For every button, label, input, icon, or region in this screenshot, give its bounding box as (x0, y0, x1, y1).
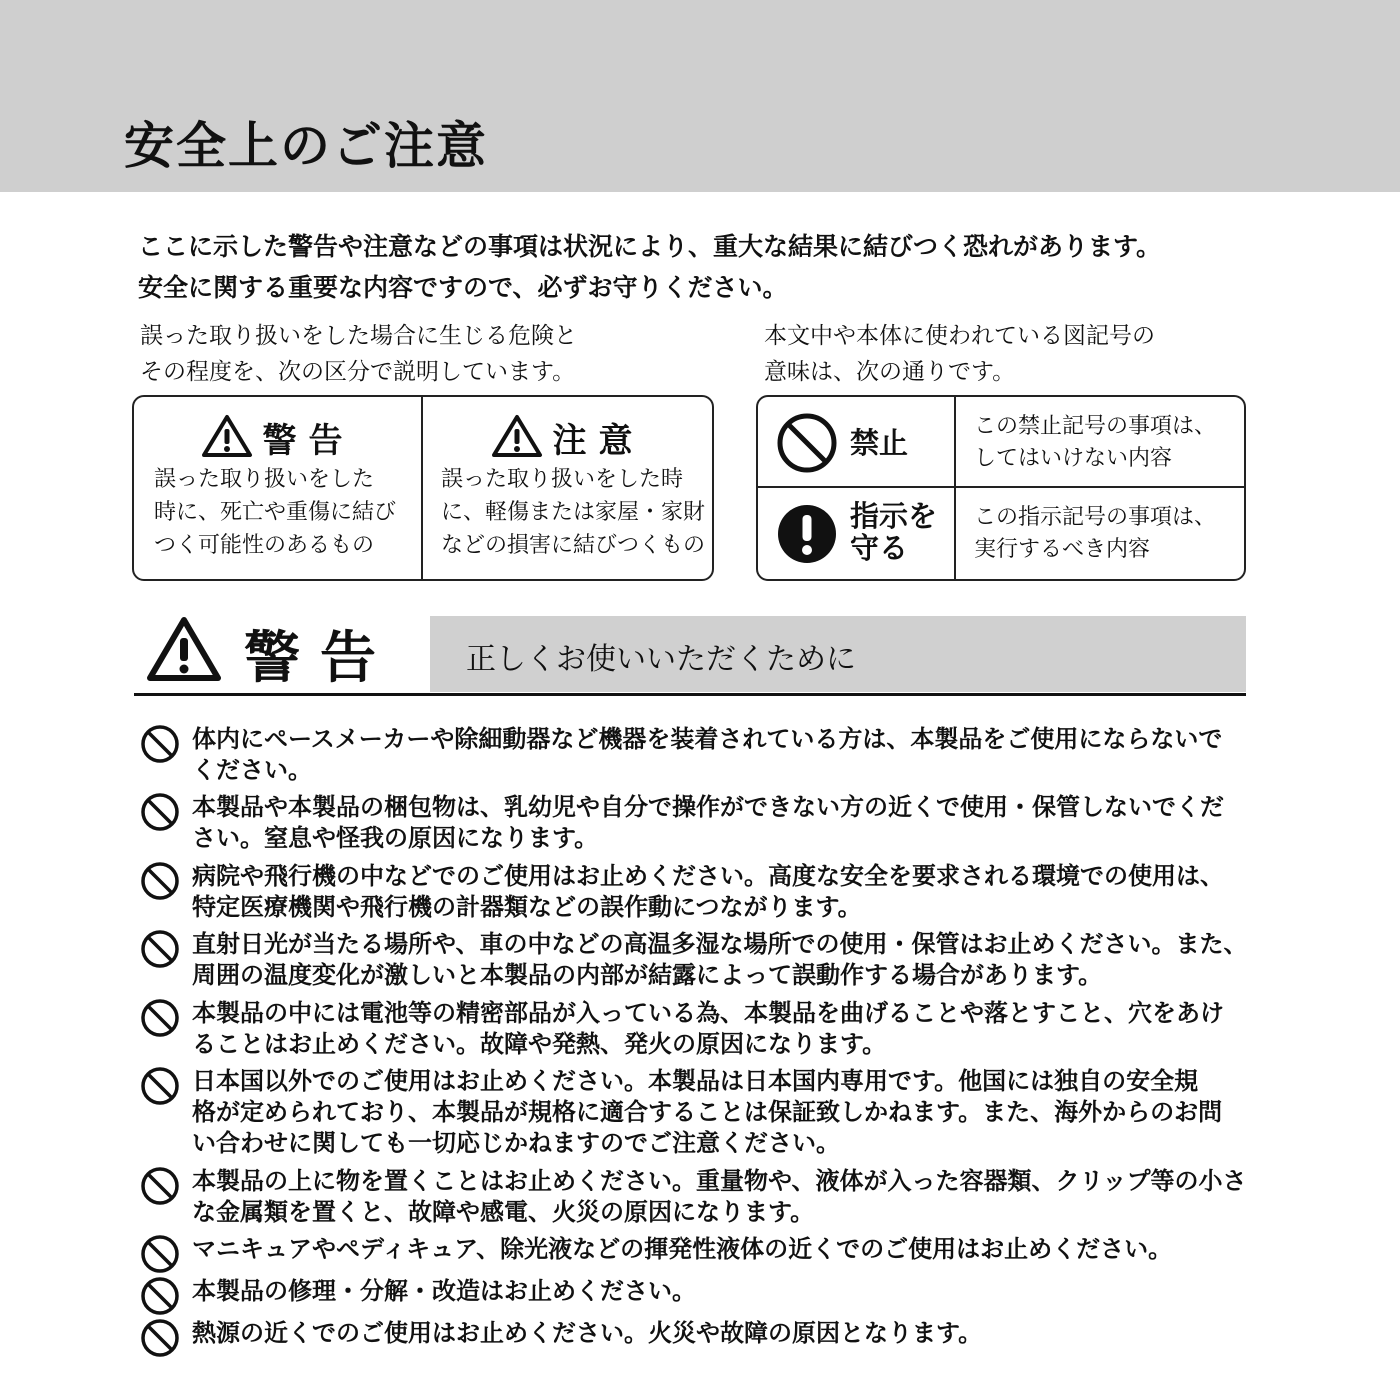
prohibition-icon (140, 1276, 180, 1316)
description-line: 誤った取り扱いをした (154, 467, 375, 492)
warning-line: 日本国以外でのご使用はお止めください。本製品は日本国内専用です。他国には独自の安全規 (192, 1067, 1199, 1095)
prohibition-icon (140, 724, 180, 764)
prohibition-icon (140, 792, 180, 832)
symbol-name (850, 427, 908, 459)
warning-line: 本製品の上に物を置くことはお止めください。重量物や、液体が入った容器類、クリップ等の小さ (192, 1167, 1247, 1195)
level-warning-heading (134, 413, 421, 462)
explain-line: 意味は、次の通りです。 (764, 359, 1016, 385)
prohibition-icon (140, 1234, 180, 1274)
warning-line: 直射日光が当たる場所や、車の中などの高温多湿な場所での使用・保管はお止めください。また、 (192, 930, 1248, 958)
description-line: この指示記号の事項は、 (974, 505, 1217, 530)
warning-line: 格が定められており、本製品が規格に適合することは保証致しかねます。また、海外からのお問 (192, 1098, 1223, 1126)
mandatory-exclamation-icon (776, 503, 838, 565)
description-line: してはいけない内容 (974, 446, 1173, 471)
symbol-name-line: 禁止 (850, 426, 909, 460)
symbol-row-prohibited (758, 397, 1244, 488)
description-line: この禁止記号の事項は、 (974, 414, 1217, 439)
warning-line: ることはお止めください。故障や発熱、発火の原因になります。 (192, 1030, 887, 1058)
warning-line: な金属類を置くと、故障や感電、火災の原因になります。 (192, 1198, 815, 1226)
explain-line: その程度を、次の区分で説明しています。 (140, 359, 576, 385)
warning-line: 病院や飛行機の中などでのご使用はお止めください。高度な安全を要求される環境での使用は、 (192, 862, 1224, 890)
warning-text (192, 1318, 982, 1349)
level-explanation (140, 318, 577, 390)
level-caution-description (441, 463, 705, 562)
warning-line: さい。窒息や怪我の原因になります。 (192, 824, 599, 852)
warning-line: 熱源の近くでのご使用はお止めください。火災や故障の原因となります。 (192, 1319, 983, 1347)
description-line: に、軽傷または家屋・家財 (441, 500, 706, 525)
explain-line: 誤った取り扱いをした場合に生じる危険と (140, 323, 577, 349)
intro-text (138, 226, 1161, 308)
symbol-description (974, 411, 1216, 475)
warning-text (192, 929, 1248, 991)
level-caution-cell (423, 397, 712, 579)
warning-section-title: 警告 (244, 626, 396, 691)
symbol-description (974, 502, 1216, 566)
warning-text (192, 861, 1224, 923)
hazard-level-table (132, 395, 714, 581)
symbol-row-mandatory (758, 488, 1244, 579)
warning-line: い合わせに関しても一切応じかねますのでご注意ください。 (192, 1129, 840, 1157)
level-caution-heading (423, 413, 712, 462)
level-warning-label: 警告 (262, 421, 355, 461)
warning-text (192, 792, 1224, 854)
symbol-name-line: 守る (850, 531, 909, 565)
header-band (0, 0, 1400, 192)
warning-text (192, 724, 1222, 786)
warning-triangle-icon (201, 414, 253, 458)
warning-line: 特定医療機関や飛行機の計器類などの誤作動につながります。 (192, 893, 862, 921)
symbol-name-line: 指示を (850, 499, 938, 533)
prohibition-icon (140, 1066, 180, 1106)
intro-line: 安全に関する重要な内容ですので、必ずお守りください。 (138, 273, 788, 302)
prohibition-icon (776, 412, 838, 474)
warning-triangle-icon (146, 616, 222, 682)
warning-line: 本製品の修理・分解・改造はお止めください。 (192, 1277, 696, 1305)
description-line: などの損害に結びつくもの (441, 533, 706, 558)
symbol-cell (758, 488, 956, 579)
warning-line: 本製品の中には電池等の精密部品が入っている為、本製品を曲げることや落とすこと、穴をあけ (192, 999, 1224, 1027)
page-title: 安全上のご注意 (124, 117, 488, 175)
warning-text (192, 1234, 1172, 1265)
symbol-name (850, 500, 937, 564)
warning-line: 本製品や本製品の梱包物は、乳幼児や自分で操作ができない方の近くで使用・保管しないでくだ (192, 793, 1224, 821)
symbol-legend-table (756, 395, 1246, 581)
intro-line: ここに示した警告や注意などの事項は状況により、重大な結果に結びつく恐れがあります。 (138, 232, 1162, 261)
warning-line: マニキュアやペディキュア、除光液などの揮発性液体の近くでのご使用はお止めください。 (192, 1235, 1173, 1263)
symbol-cell (758, 397, 956, 486)
warning-text (192, 1066, 1222, 1159)
prohibition-icon (140, 861, 180, 901)
prohibition-icon (140, 998, 180, 1038)
description-line: 時に、死亡や重傷に結び (154, 500, 397, 525)
description-line: つく可能性のあるもの (154, 533, 375, 558)
symbol-explanation (764, 318, 1155, 390)
description-line: 誤った取り扱いをした時 (441, 467, 684, 492)
warning-section-heading (134, 614, 1246, 696)
level-warning-cell (134, 397, 423, 579)
warning-line: 体内にペースメーカーや除細動器など機器を装着されている方は、本製品をご使用にならないで (192, 725, 1223, 753)
warning-triangle-icon (491, 414, 543, 458)
warning-line: 周囲の温度変化が激しいと本製品の内部が結露によって誤動作する場合があります。 (192, 961, 1103, 989)
prohibition-icon (140, 929, 180, 969)
warning-text (192, 1166, 1247, 1228)
level-warning-description (154, 463, 396, 562)
prohibition-icon (140, 1318, 180, 1358)
warning-section-subtitle-band (430, 616, 1246, 692)
warning-section-subtitle: 正しくお使いいただくために (466, 642, 856, 677)
warning-text (192, 998, 1224, 1060)
prohibition-icon (140, 1166, 180, 1206)
warning-line: ください。 (192, 756, 312, 784)
level-caution-label: 注意 (552, 421, 645, 461)
explain-line: 本文中や本体に使われている図記号の (764, 323, 1155, 349)
warning-text (192, 1276, 696, 1307)
description-line: 実行するべき内容 (974, 537, 1151, 562)
